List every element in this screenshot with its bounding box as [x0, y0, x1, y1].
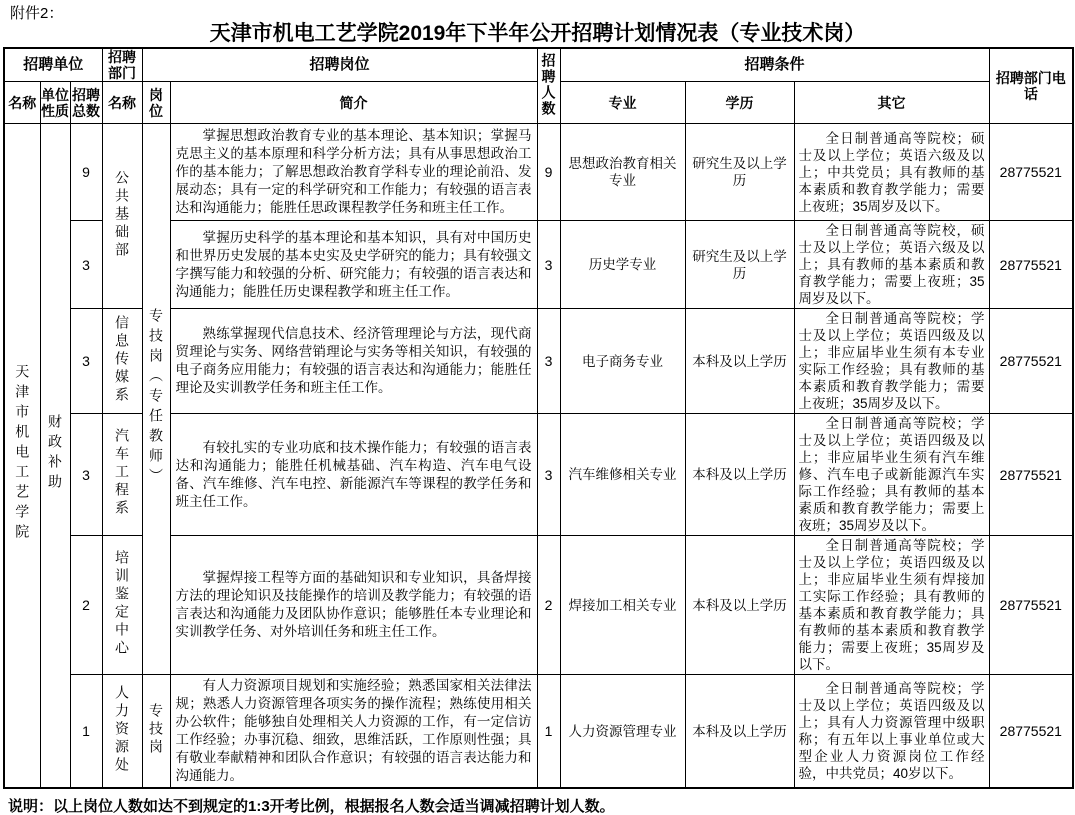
phone-cell: 28775521	[989, 221, 1073, 309]
degree-cell: 研究生及以上学历	[685, 221, 794, 309]
other-cell: 全日制普通高等院校；学士及以上学位；英语四级及以上；非应届毕业生须有本专业实际工作经验；具有教师的基本素质和教育教学能力；需要上夜班；35周岁及以下。	[794, 309, 989, 414]
dept-cell	[102, 309, 142, 414]
header-degree: 学历	[685, 82, 794, 124]
count-cell: 9	[537, 124, 560, 221]
phone-cell: 28775521	[989, 536, 1073, 675]
degree-cell: 本科及以上学历	[685, 309, 794, 414]
total-cell: 2	[70, 536, 102, 675]
recruitment-table	[3, 47, 1074, 789]
header-recruit-count	[537, 48, 560, 124]
post-text: 专技岗	[148, 702, 165, 757]
total-cell: 3	[70, 309, 102, 414]
intro-cell: 有较扎实的专业功底和技术操作能力；有较强的语言表达和沟通能力；能胜任机械基础、汽车构造、汽车电气设备、汽车维修、汽车电控、新能源汽车等课程的教学任务和班主任工作。	[170, 414, 537, 536]
unit-name-text: 天津市机电工艺学院	[14, 364, 31, 544]
page-title: 天津市机电工艺学院2019年下半年公开招聘计划情况表（专业技术岗）	[209, 22, 866, 45]
header-post: 岗位	[142, 82, 170, 124]
header-dept-name: 名称	[102, 82, 142, 124]
dept-cell	[102, 536, 142, 675]
degree-cell: 本科及以上学历	[685, 536, 794, 675]
other-cell: 全日制普通高等院校；学士及以上学位；英语四级及以上；具有人力资源管理中级职称；有五年以上事业单位或大型企业人力资源岗位工作经验，中共党员；40岁以下。	[794, 675, 989, 789]
attachment-label: 附件2：	[10, 5, 64, 22]
total-cell: 9	[70, 124, 102, 221]
header-unit-nature: 单位性质	[40, 82, 70, 124]
header-recruit-post: 招聘岗位	[142, 48, 537, 82]
phone-cell: 28775521	[989, 309, 1073, 414]
header-row-1	[4, 48, 1073, 82]
intro-cell: 掌握历史科学的基本理论和基本知识，具有对中国历史和世界历史发展的基本史实及史学研究的能力；具有较强文字撰写能力和较强的分析、研究能力；有较强的语言表达和沟通能力；能胜任历史课程教学和班主任工作。	[170, 221, 537, 309]
unit-nature-cell	[40, 124, 70, 789]
total-cell: 3	[70, 414, 102, 536]
phone-cell: 28775521	[989, 675, 1073, 789]
dept-cell	[102, 414, 142, 536]
other-cell: 全日制普通高等院校，硕士及以上学位；英语六级及以上；具有教师的基本素质和教育教学能力；需要上夜班；35周岁及以下。	[794, 221, 989, 309]
header-recruit-count-label: 招聘人数	[540, 52, 557, 117]
total-cell: 3	[70, 221, 102, 309]
header-other: 其它	[794, 82, 989, 124]
dept-text: 人力资源处	[114, 684, 131, 775]
major-cell: 历史学专业	[560, 221, 685, 309]
dept-text: 公共基础部	[114, 169, 131, 260]
phone-cell: 28775521	[989, 124, 1073, 221]
count-cell: 1	[537, 675, 560, 789]
major-cell: 思想政治教育相关专业	[560, 124, 685, 221]
post-cell	[142, 124, 170, 675]
header-major: 专业	[560, 82, 685, 124]
other-cell: 全日制普通高等院校；硕士及以上学位；英语六级及以上；中共党员；具有教师的基本素质和教育教学能力；需要上夜班；35周岁及以下。	[794, 124, 989, 221]
major-cell: 焊接加工相关专业	[560, 536, 685, 675]
header-recruit-unit: 招聘单位	[4, 48, 102, 82]
count-cell: 3	[537, 309, 560, 414]
total-cell: 1	[70, 675, 102, 789]
unit-name-cell	[4, 124, 40, 789]
dept-text: 信息传媒系	[114, 314, 131, 405]
intro-cell: 有人力资源项目规划和实施经验；熟悉国家相关法律法规；熟悉人力资源管理各项实务的操作流程；熟练使用相关办公软件；能够独自处理相关人力资源的工作，有一定信访工作经验；办事沉稳、细致，思维活跃，工作原则性强；具有敬业奉献精神和团队合作意识；有较强的语言表达能力和沟通能力。	[170, 675, 537, 789]
major-cell: 汽车维修相关专业	[560, 414, 685, 536]
degree-cell: 本科及以上学历	[685, 414, 794, 536]
unit-nature-text: 财政补助	[47, 414, 63, 494]
header-intro: 简介	[170, 82, 537, 124]
other-cell: 全日制普通高等院校；学士及以上学位；英语四级及以上；非应届毕业生须有汽车维修、汽车电子或新能源汽车实际工作经验；具有教师的基本素质和教育教学能力；需要上夜班；35周岁及以下。	[794, 414, 989, 536]
major-cell: 人力资源管理专业	[560, 675, 685, 789]
other-cell: 全日制普通高等院校；学士及以上学位；英语四级及以上；非应届毕业生须有焊接加工实际工作经验；具有教师的基本素质和教育教学能力；具有教师的基本素质和教育教学能力；需要上夜班；35周岁及以下。	[794, 536, 989, 675]
phone-cell: 28775521	[989, 414, 1073, 536]
dept-cell	[102, 124, 142, 309]
table-row	[4, 124, 1073, 221]
post-text: 专技岗（专任教师）	[148, 307, 165, 488]
intro-cell: 掌握焊接工程等方面的基础知识和专业知识，具备焊接方法的理论知识及技能操作的培训及教学能力；有较强的语言表达和沟通能力及团队协作意识；能够胜任本专业理论和实训教学任务、对外培训任务和班主任工作。	[170, 536, 537, 675]
major-cell: 电子商务专业	[560, 309, 685, 414]
degree-cell: 研究生及以上学历	[685, 124, 794, 221]
count-cell: 3	[537, 221, 560, 309]
count-cell: 3	[537, 414, 560, 536]
intro-cell: 掌握思想政治教育专业的基本理论、基本知识；掌握马克思主义的基本原理和科学分析方法；具有从事思想政治工作的基本能力；了解思想政治教育学科专业的理论前沿、发展动态；具有一定的科学研究和工作能力；有较强的语言表达和沟通能力；能胜任思政课程教学任务和班主任工作。	[170, 124, 537, 221]
count-cell: 2	[537, 536, 560, 675]
header-unit-name: 名称	[4, 82, 40, 124]
header-dept-phone: 招聘部门电话	[989, 48, 1073, 124]
header-recruit-conditions: 招聘条件	[560, 48, 989, 82]
header-total: 招聘总数	[70, 82, 102, 124]
header-recruit-dept: 招聘部门	[102, 48, 142, 82]
intro-cell: 熟练掌握现代信息技术、经济管理理论与方法，现代商贸理论与实务、网络营销理论与实务等相关知识，有较强的电子商务应用能力；有较强的语言表达和沟通能力；能胜任理论及实训教学任务和班主任工作。	[170, 309, 537, 414]
dept-text: 汽车工程系	[114, 428, 131, 518]
degree-cell: 本科及以上学历	[685, 675, 794, 789]
dept-text: 培训鉴定中心	[114, 549, 131, 658]
footer-note: 说明：以上岗位人数如达不到规定的1:3开考比例，根据报名人数会适当调减招聘计划人数。	[8, 798, 615, 815]
